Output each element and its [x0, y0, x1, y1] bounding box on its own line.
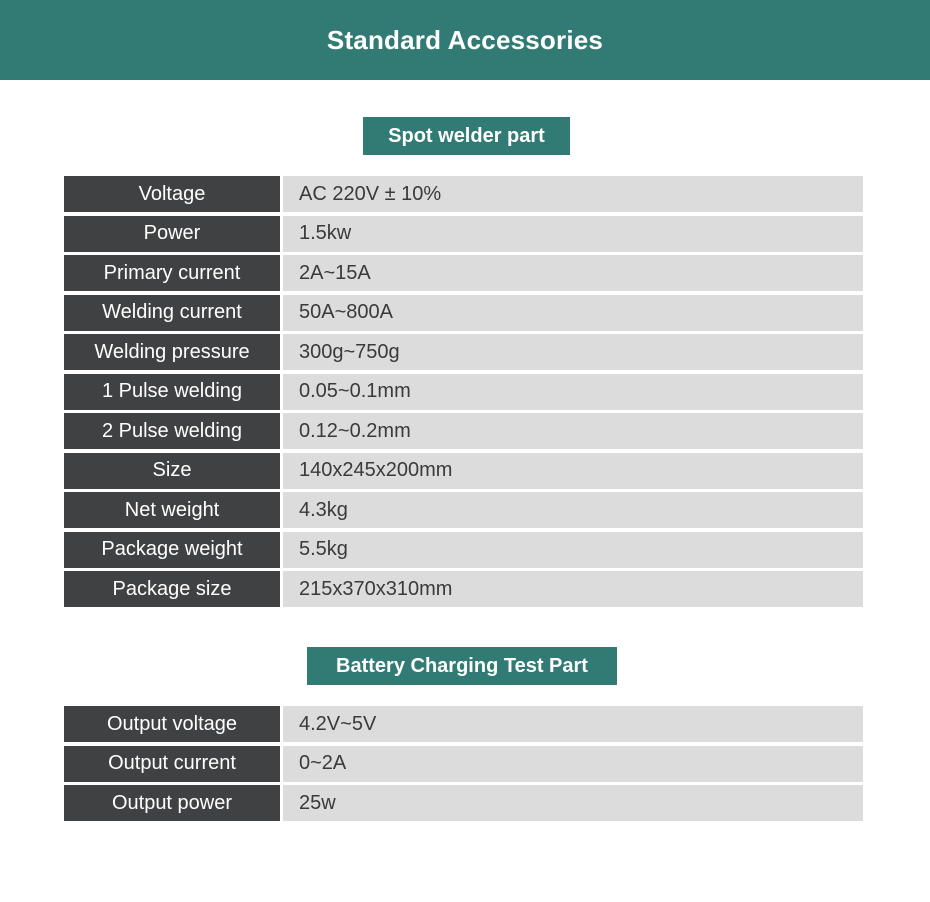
spec-key: Output voltage	[64, 706, 280, 742]
section-label-spot-welder: Spot welder part	[363, 117, 570, 155]
spec-row-welding-pressure	[64, 334, 863, 370]
spec-row-power	[64, 216, 863, 252]
spec-key: Power	[64, 216, 280, 252]
spec-key: Package size	[64, 571, 280, 607]
spec-row-primary-current	[64, 255, 863, 291]
spec-value: 50A~800A	[283, 295, 863, 331]
spec-row-1-pulse-welding	[64, 374, 863, 410]
spec-value: 0.12~0.2mm	[283, 413, 863, 449]
page-title: Standard Accessories	[326, 24, 604, 55]
spec-row-net-weight	[64, 492, 863, 528]
spec-row-size	[64, 453, 863, 489]
spec-value: 25w	[283, 785, 863, 821]
spec-key: 1 Pulse welding	[64, 374, 280, 410]
spec-value: 0~2A	[283, 746, 863, 782]
spec-row-output-current	[64, 746, 863, 782]
spec-key: Net weight	[64, 492, 280, 528]
spec-key: Welding current	[64, 295, 280, 331]
spec-value: 215x370x310mm	[283, 571, 863, 607]
spec-value: 0.05~0.1mm	[283, 374, 863, 410]
section-label-battery-test: Battery Charging Test Part	[307, 647, 617, 685]
spec-key: Package weight	[64, 532, 280, 568]
spec-value: 2A~15A	[283, 255, 863, 291]
spec-key: 2 Pulse welding	[64, 413, 280, 449]
spec-value: 1.5kw	[283, 216, 863, 252]
header-banner	[0, 0, 930, 80]
spec-value: 5.5kg	[283, 532, 863, 568]
spec-row-package-size	[64, 571, 863, 607]
spec-row-2-pulse-welding	[64, 413, 863, 449]
spec-key: Output power	[64, 785, 280, 821]
spec-value: 4.3kg	[283, 492, 863, 528]
battery-test-spec-table	[64, 706, 863, 825]
spec-row-package-weight	[64, 532, 863, 568]
spot-welder-spec-table	[64, 176, 863, 611]
spec-value: AC 220V ± 10%	[283, 176, 863, 212]
spec-row-output-power	[64, 785, 863, 821]
spec-key: Output current	[64, 746, 280, 782]
spec-row-voltage	[64, 176, 863, 212]
spec-key: Welding pressure	[64, 334, 280, 370]
spec-value: 4.2V~5V	[283, 706, 863, 742]
spec-value: 140x245x200mm	[283, 453, 863, 489]
spec-row-output-voltage	[64, 706, 863, 742]
spec-key: Primary current	[64, 255, 280, 291]
spec-key: Voltage	[64, 176, 280, 212]
spec-value: 300g~750g	[283, 334, 863, 370]
spec-key: Size	[64, 453, 280, 489]
spec-row-welding-current	[64, 295, 863, 331]
